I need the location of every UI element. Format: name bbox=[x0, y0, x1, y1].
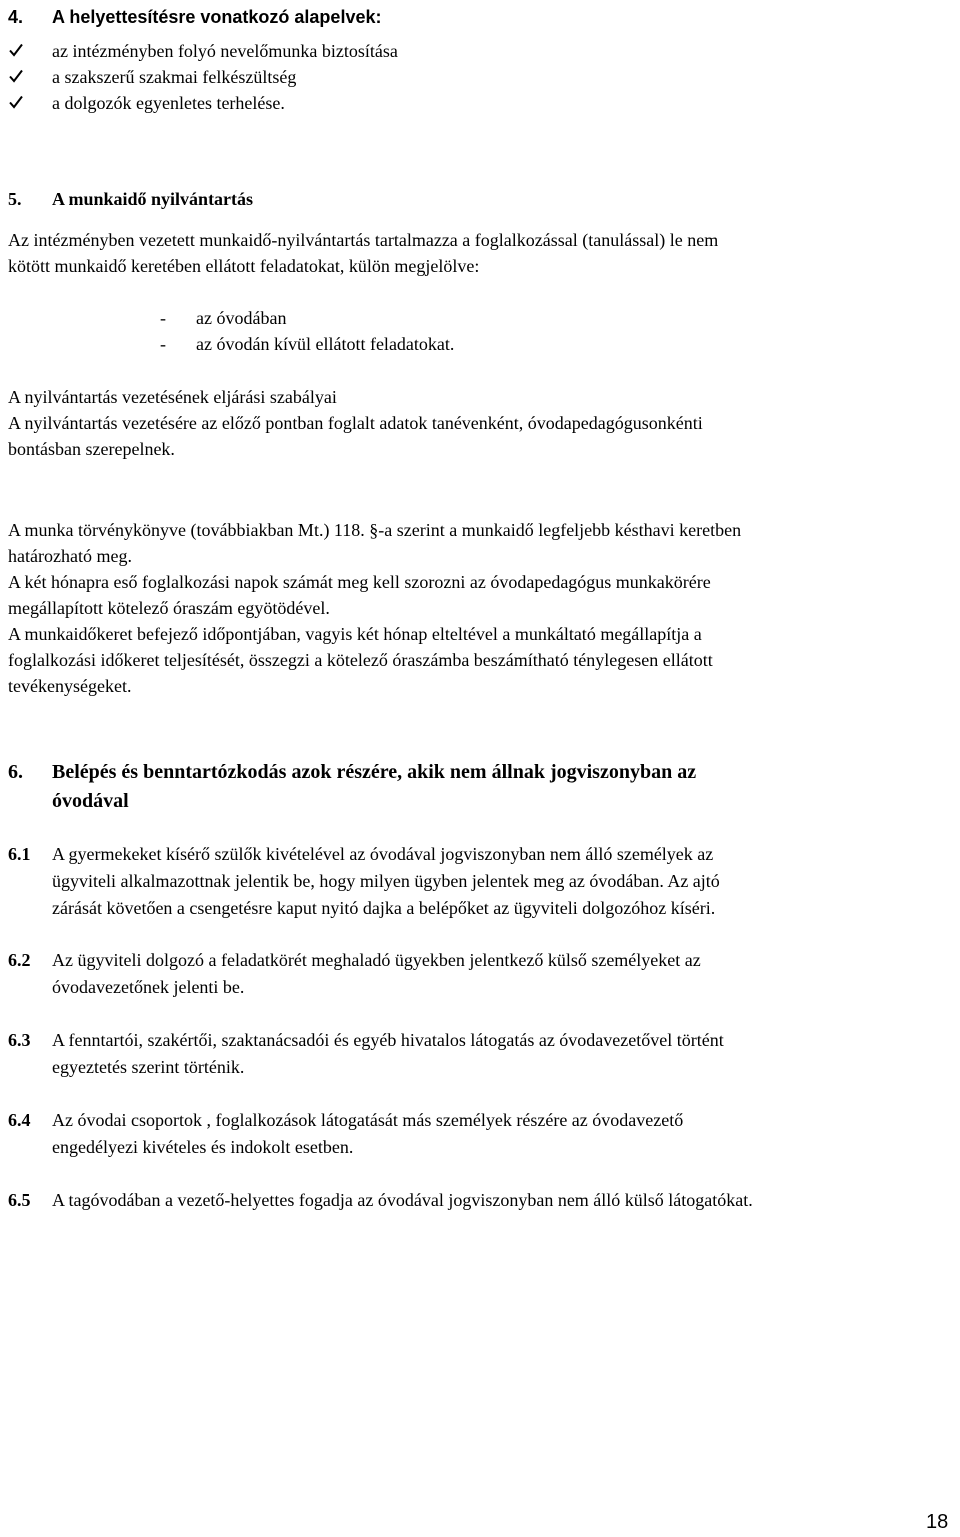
section-6-number: 6. bbox=[8, 761, 23, 783]
section-5-title: A munkaidő nyilvántartás bbox=[52, 189, 254, 209]
rules-heading: A nyilvántartás vezetésének eljárási szabályai bbox=[8, 387, 337, 407]
rules-line: bontásban szerepelnek. bbox=[8, 439, 175, 459]
section-5-intro-line: kötött munkaidő keretében ellátott feladatokat, külön megjelölve: bbox=[8, 256, 480, 276]
page-number: 18 bbox=[926, 1511, 949, 1533]
labor-code-line: megállapított kötelező óraszám egyötödével. bbox=[8, 598, 330, 618]
item-line: A fenntartói, szakértői, szaktanácsadói és egyéb hivatalos látogatás az óvodavezetővel történt bbox=[52, 1030, 724, 1050]
item-number: 6.5 bbox=[8, 1190, 31, 1210]
item-line: egyeztetés szerint történik. bbox=[52, 1057, 245, 1077]
bullet-item: az intézményben folyó nevelőmunka biztosítása bbox=[52, 41, 398, 61]
labor-code-line: A két hónapra eső foglalkozási napok számát meg kell szorozni az óvodapedagógus munkakörére bbox=[8, 572, 711, 592]
item-number: 6.1 bbox=[8, 844, 31, 864]
section-4-number: 4. bbox=[8, 7, 24, 27]
dash-marker: - bbox=[160, 308, 166, 328]
section-6-title-line: Belépés és benntartózkodás azok részére, akik nem állnak jogviszonyban az bbox=[52, 761, 697, 783]
item-number: 6.3 bbox=[8, 1030, 31, 1050]
section-6-title-line: óvodával bbox=[52, 790, 129, 812]
rules-line: A nyilvántartás vezetésére az előző pontban foglalt adatok tanévenként, óvodapedagógusonkénti bbox=[8, 413, 703, 433]
item-line: Az ügyviteli dolgozó a feladatkörét meghaladó ügyekben jelentkező külső személyeket az bbox=[52, 950, 701, 970]
checkmark-icon bbox=[8, 42, 24, 58]
item-line: ügyviteli alkalmazottnak jelentik be, hogy milyen ügyben jelentek meg az óvodában. Az ajtó bbox=[52, 871, 720, 891]
labor-code-line: tevékenységeket. bbox=[8, 676, 132, 696]
section-5-number: 5. bbox=[8, 189, 22, 209]
bullet-item: a szakszerű szakmai felkészültség bbox=[52, 67, 297, 87]
item-line: zárását követően a csengetésre kaput nyitó dajka a belépőket az ügyviteli dolgozóhoz kíséri. bbox=[52, 898, 716, 918]
item-line: A tagóvodában a vezető-helyettes fogadja az óvodával jogviszonyban nem álló külső látogatókat. bbox=[52, 1190, 753, 1210]
checkmark-icon bbox=[8, 94, 24, 110]
dash-item: az óvodán kívül ellátott feladatokat. bbox=[196, 334, 455, 354]
item-number: 6.2 bbox=[8, 950, 31, 970]
item-line: engedélyezi kivételes és indokolt esetben. bbox=[52, 1137, 354, 1157]
dash-marker: - bbox=[160, 334, 166, 354]
item-number: 6.4 bbox=[8, 1110, 31, 1130]
section-5-intro-line: Az intézményben vezetett munkaidő-nyilvántartás tartalmazza a foglalkozással (tanulással) le nem bbox=[8, 230, 719, 250]
item-line: A gyermekeket kísérő szülők kivételével az óvodával jogviszonyban nem álló személyek az bbox=[52, 844, 714, 864]
item-line: Az óvodai csoportok , foglalkozások látogatását más személyek részére az óvodavezető bbox=[52, 1110, 684, 1130]
bullet-item: a dolgozók egyenletes terhelése. bbox=[52, 93, 285, 113]
labor-code-line: foglalkozási időkeret teljesítését, összegzi a kötelező óraszámba beszámítható ténylegesen ellátott bbox=[8, 650, 713, 670]
labor-code-line: A munkaidőkeret befejező időpontjában, vagyis két hónap elteltével a munkáltató megállapítja a bbox=[8, 624, 702, 644]
section-4-title: A helyettesítésre vonatkozó alapelvek: bbox=[52, 7, 382, 27]
dash-item: az óvodában bbox=[196, 308, 287, 328]
labor-code-line: A munka törvénykönyve (továbbiakban Mt.) 118. §-a szerint a munkaidő legfeljebb késthavi keretben bbox=[8, 520, 742, 540]
item-line: óvodavezetőnek jelenti be. bbox=[52, 977, 245, 997]
checkmark-icon bbox=[8, 68, 24, 84]
labor-code-line: határozható meg. bbox=[8, 546, 132, 566]
